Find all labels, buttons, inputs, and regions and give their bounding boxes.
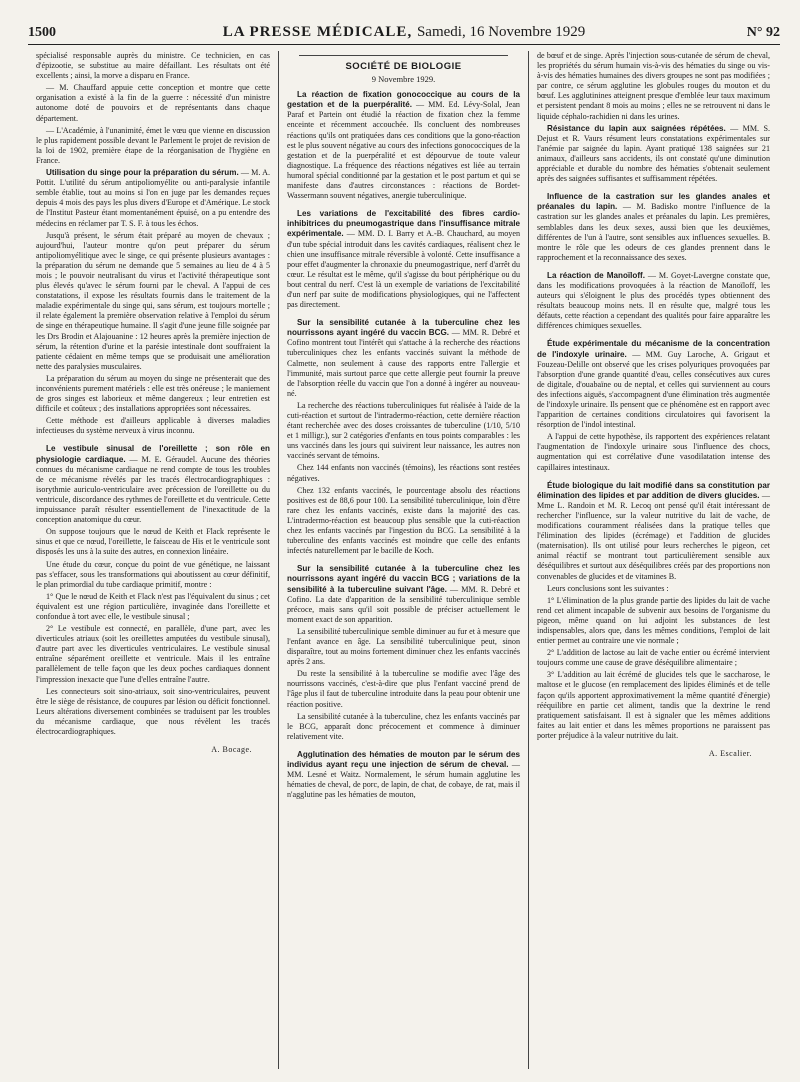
columns (28, 51, 780, 1069)
paragraph: La préparation du sérum au moyen du singe ne présenterait que des inconvénients purement matériels : elle est très onéreuse ; le maniement de gros singes est laborieux et même dangereux ; leur entretien est difficile et coûteux ; des installations appropriées sont nécessaires. (36, 373, 270, 414)
paragraph: — M. Chauffard appuie cette conception et montre que cette organisation a existé à la fin de la guerre : nécessité d'un ministre autonome doté de pouvoirs et de représentants dans chaque département. (36, 83, 270, 123)
article-heading: Influence de la castration sur les glandes anales et préanales du lapin. (537, 192, 770, 212)
paragraph: spécialisé responsable auprès du ministre. Ce technicien, en cas d'épizootie, se substitue au maire défaillant. Les résultats ont été excellents ; ainsi, la morve a disparu en France. (36, 51, 270, 81)
paragraph: 1° Que le nœud de Keith et Flack n'est pas l'équivalent du sinus ; cet équivalent est une région particulière, invaginée dans l'oreillette et confondue à tort avec elle, le vestibule sinusal ; (36, 591, 270, 621)
article-text: — MM. Ed. Lévy-Solal, Jean Paraf et Partein ont étudié la réaction de fixation chez la femme enceinte et récemment accouchée. Ils concluent des nombreuses réactions qu'ils ont pratiquées dans ces conditions que la gono-réaction est le plus souvent négative au cours des infections gonococciques de la gestation et de la puerpéralité et est dépourvue de toute valeur diagnostique. La fréquence des réactions négatives est liée au terrain humoral spécial conditionné par la gestation et le post partum et qui se manifeste dans d'autres circonstances : réactions de Bordet-Wassermann souvent négatives, anergie tuberculinique. (287, 100, 520, 201)
article-paragraph (537, 481, 770, 582)
paragraph: La sensibilité tuberculinique semble diminuer au fur et à mesure que l'enfant avance en âge. La sensibilité tuberculinique peut, sinon disparaître, tout au moins fortement diminuer chez les enfants vaccinés après 2 ans. (287, 626, 520, 667)
article-text: — MM. R. Debré et Cofino montrent tout l'intérêt qui s'attache à la recherche des réactions tuberculiniques chez les enfants vaccinés suivant la méthode de Calmette, non seulement à cause des rapports entre l'allergie et l'immunité, mais surtout parce que cette allergie peut fournir la preuve de l'absorption réelle du vaccin que l'on a donné à ingérer au nouveau-né. (287, 328, 520, 398)
article-paragraph (537, 124, 770, 185)
paragraph: Du reste la sensibilité à la tuberculine se modifie avec l'âge des nourrissons vaccinés, c'est-à-dire que plus l'enfant vacciné prend de l'âge plus il faut de tuberculine introduite dans la peau pour obtenir une réaction positive. (287, 669, 520, 709)
article-paragraph (36, 168, 270, 229)
divider (299, 55, 509, 56)
article-text: — MM. D. I. Barry et A.-B. Chauchard, au moyen d'un tube spécial introduit dans les cavités cardiaques, réalisent chez le chien une insuffisance mitrale réversible à volonté. Cette insuffisance a pour effet d'augmenter la chronaxie du pneumogastrique, nerf d'arrêt du cœur. Le résultat est le même, qu'il s'agisse du bout périphérique ou du bout central du nerf. C'est là un exemple de variations de l'excitabilité d'un nerf par suite de modifications physiologiques, qui ne l'affectent pas directement. (287, 229, 520, 310)
paragraph: — L'Académie, à l'unanimité, émet le vœu que vienne en discussion le plus rapidement possible devant le Parlement le projet de revision de la loi de 1902, première étape de la réorganisation de l'hygiène en France. (36, 125, 270, 165)
paragraph: On suppose toujours que le nœud de Keith et Flack représente le sinus et que ce nœud, l'oreillette, le faisceau de His et le ventricule sont disposés les uns à la suite des autres, en connexion linéaire. (36, 527, 270, 557)
paragraph: 1° L'élimination de la plus grande partie des lipides du lait de vache rend cet aliment incapable de subvenir aux besoins de l'organisme du pigeon, même quand on lui adjoint les substances de lest indispensables, alors que, dans les mêmes conditions, l'emploi de lait entier permet au contraire une vie normale ; (537, 595, 770, 646)
paragraph: 3° L'addition au lait écrémé de glucides tels que le saccharose, le maltose et le glucose (en remplacement des lipides éliminés et de telle façon qu'ils apportent approximativement la même quantité d'énergie) rééquilibre en partie cet aliment, tandis que la dextrine le rend pratiquement satisfaisant. Il est à signaler que les mêmes additions faites au lait entier et dans les mêmes proportions ne paraissent pas porter préjudice à la valeur nutritive du lait. (537, 670, 770, 740)
paragraph: 2° L'addition de lactose au lait de vache entier ou écrémé intervient toujours comme une cause de grave déséquilibre alimentaire ; (537, 648, 770, 668)
article-text: — Mme L. Randoin et M. R. Lecoq ont pensé qu'il était intéressant de rechercher l'influence, sur la valeur nutritive du lait de vache, de modifications couramment réalisées dans la pratique telles que l'élimination des lipides (écrémage) et l'addition de glucides (maternisation). Ils ont utilisé pour leurs recherches le pigeon, cet animal réactif se montrant tout particulièrement sensible aux déséquilibres et surtout aux déséquilibres créés par des proportions non convenables de glucides et de vitamines B. (537, 490, 770, 581)
article-agglutination (287, 750, 520, 800)
signature: A. Escalier. (708, 749, 752, 758)
article-manoiloff (537, 271, 770, 332)
article-paragraph (36, 444, 270, 525)
paragraph: Les connecteurs soit sino-atriaux, soit sino-ventriculaires, peuvent être le siège de résistance, de coupures par lésion ou déficit fonctionnel. Leurs altérations diversement combinées se traduisent par les troubles du mécanisme cardiaque, que nous révèlent les tracés électrocardiographiques. (36, 686, 270, 736)
issue-date: Samedi, 16 Novembre 1929 (416, 24, 586, 40)
paragraph: La recherche des réactions tuberculiniques fut réalisée à l'aide de la cuti-réaction et surtout de l'intradermo-réaction, cette dernière réaction étant recherchée avec des doses croissantes de tuberculine (1/10, 5/10 et 1 milligr.), sur 2 catégories d'enfants en tous points comparables : les uns vaccinés dans les jours qui suivirent leur naissance, les autres non vaccinés servant de témoins. (287, 400, 520, 461)
article-paragraph (287, 564, 520, 625)
article-heading: Utilisation du singe pour la préparation du sérum. (46, 168, 239, 178)
article-gonococcique (287, 90, 520, 201)
paragraph: Chez 132 enfants vaccinés, le pourcentage absolu des réactions positives est de 88,6 pour 100. La sensibilité tuberculinique, loin d'être rare chez les enfants vaccinés, existe dans la majorité des cas. L'intradermo-réaction est beaucoup plus sensible que la cuti-réaction chez les enfants vaccinés par l'ingestion du BCG. La sensibilité à la tuberculine des enfants vaccinés est moindre que celle des enfants infectés naturellement par le bacille de Koch. (287, 485, 520, 556)
article-indoxyle (537, 339, 770, 472)
article-lait-modifie (537, 481, 770, 741)
article-heading: Étude biologique du lait modifié dans sa constitution par élimination des lipides et par addition de divers glucides. (537, 480, 770, 500)
article-paragraph (537, 271, 770, 332)
article-paragraph (287, 750, 520, 800)
article-paragraph (287, 318, 520, 399)
column-right (528, 51, 778, 1069)
page-number: 1500 (28, 25, 56, 40)
article-text: — M. Badisko montre l'influence de la castration sur les glandes anales et préanales du lapin. Les premières, semblables dans les deux sexes, aussi bien que les deuxièmes, différentes de l'un à l'autre, sont sensibles aux influences sexuelles. B. montre le rôle que les odeurs de ces glandes prennent dans le rapprochement et la reconnaissance des sexes. (537, 202, 770, 262)
column-middle (278, 51, 528, 1069)
article-heading: Sur la sensibilité cutanée à la tuberculine chez les nourrissons ayant ingéré du vaccin BCG ; variations de la sensibilité à la tuberculine suivant l'âge. (287, 564, 520, 594)
paragraph: Cette méthode est d'ailleurs applicable à diverses maladies infectieuses du système nerveux à virus inconnu. (36, 416, 270, 436)
article-saignees (537, 124, 770, 185)
article-text: — M. E. Géraudel. Aucune des théories connues du mécanisme cardiaque ne rend compte de tous les troubles de ce mécanisme révélés par les tracés électrocardiographiques : isorythmie auriculo-ventriculaire avec précession de l'oreillette ou du ventricule, discordance des rythmes de l'oreillette et du ventricule. Cette impuissance paraît résulter essentiellement de l'inexactitude de la conception anatomique du cœur. (36, 454, 270, 525)
article-paragraph (537, 192, 770, 263)
page-header (28, 24, 780, 45)
article-paragraph (287, 90, 520, 201)
paragraph: Chez 144 enfants non vaccinés (témoins), les réactions sont restées négatives. (287, 463, 520, 483)
article-paragraph (537, 339, 770, 430)
article-tuberculine-age (287, 564, 520, 742)
article-heading: Le vestibule sinusal de l'oreillette ; son rôle en physiologie cardiaque. (36, 444, 270, 464)
article-text: — MM. R. Debré et Cofino. La date d'apparition de la sensibilité tuberculinique semble précoce, mais sans qu'il soit possible de préciser actuellement le moment exact de son apparition. (287, 584, 521, 624)
paragraph: 2° Le vestibule est connecté, en parallèle, d'une part, avec les diverticules atriaux (soit les oreillettes amputées du vestibule sinusal), d'autre part avec les diverticules ventriculaires. Le vestibule sinusal entraîne séparément oreillette et ventricule. Mais il les entraîne parallèlement de telle façon que les deux poches cardiaques donnent l'impression inexacte que l'une d'elles entraîne l'autre. (36, 624, 270, 684)
paragraph: de bœuf et de singe. Après l'injection sous-cutanée de sérum de cheval, les propriétés du sérum humain vis-à-vis des hématies du singe ou vis-à-vis des hématies humaines des divers groupes ne sont pas modifiées ; par contre, ce sérum agglutine les globules rouges du mouton et du bœuf. Les agglutinines atteignent presque d'emblée leur taux maximum et persistent pendant 8 mois au moins ; elles ne se retrouvent ni dans le liquide céphalo-rachidien ni dans les urines. (537, 51, 770, 121)
paragraph: La sensibilité cutanée à la tuberculine, chez les enfants vaccinés par le BCG, apparaît donc précocement et commence à diminuer relativement vite. (287, 711, 520, 741)
article-vestibule-sinusal (36, 444, 270, 737)
article-castration (537, 192, 770, 263)
article-text: — MM. Lesné et Waitz. Normalement, le sérum humain agglutine les hématies de cheval, de porc, de lapin, de chat, de cobaye, de rat, mais il n'agglutine pas les hématies de mouton, (287, 760, 520, 800)
paragraph: A l'appui de cette hypothèse, ils rapportent des expériences relatant l'augmentation de l'indoxyle urinaire sous l'influence des chocs, augmentation qui est corrélative d'une vasodilatation intense des capillaires intestinaux. (537, 432, 770, 472)
article-pneumogastrique (287, 209, 520, 310)
section-title: SOCIÉTÉ DE BIOLOGIE (345, 61, 462, 72)
article-heading: Résistance du lapin aux saignées répétées. (547, 123, 726, 133)
article-heading: La réaction de fixation gonococcique au cours de la gestation et de la puerpéralité. (287, 90, 520, 110)
article-heading: La réaction de Manoïloff. (547, 270, 645, 280)
journal-title (88, 24, 720, 41)
paragraph: Une étude du cœur, conçue du point de vue génétique, ne laissant pas s'effacer, sous les transformations qui aboutissent au cœur définitif, le plan primordial du tube cardiaque primitif, montre : (36, 559, 270, 589)
article-paragraph (287, 209, 520, 310)
paragraph: Jusqu'à présent, le sérum était préparé au moyen de chevaux ; aujourd'hui, l'auteur montre qu'on peut préparer du sérum antipoliomyélitique avec le singe, ce qui présente plusieurs avantages : la préparation du sérum ne demande que 5 semaines au lieu de 4 à 5 mois ; le pouvoir neutralisant du virus et l'activité thérapeutique sont plus élevés qu'avec le sérum fourni par le cheval. A l'appui de ces constatations, il expose les résultats fournis dans le traitement de la maladie expérimentale du singe qui, sans sérum, est toujours mortelle ; il relate également la première observation relative à l'emploi du sérum de singe en thérapeutique humaine. Il s'agit d'une jeune fille soignée par les Drs Brodin et Alajouanine : 12 heures après la première injection de sérum, la rétention d'urine et la parésie intestinale dont souffraient la patiente cédaient en même temps que se produisait une amélioration nette des paralysies musculaires. (36, 230, 270, 371)
article-heading: Étude expérimentale du mécanisme de la concentration de l'indoxyle urinaire. (537, 339, 770, 359)
section-date: 9 Novembre 1929. (371, 74, 436, 85)
article-text: — MM. S. Dejust et R. Vaurs résument leurs constatations expérimentales sur l'anémie par saignée du lapin. Ayant pratiqué 138 saignées sur 21 animaux, d'ailleurs sans accidents, ils ont constaté qu'une diminution appréciable et durable du nombre des hématies s'obtenait seulement après des saignées suffisantes et suffisamment répétées. (537, 123, 770, 184)
journal-name: LA PRESSE MÉDICALE, (222, 24, 413, 40)
article-serum-singe (36, 168, 270, 436)
article-text: — M. A. Pottit. L'utilité du sérum antipoliomyélite ou anti-paralysie infantile semble établie, tout au moins si l'on en juge par les demandes reçues depuis 4 mois des pays les plus divers d'Europe et d'Amérique. Le stock de l'Institut Pasteur étant momentanément épuisé, on a pu entendre des médecins en réclamer par T. S. F. à tous les échos. (36, 168, 270, 228)
article-tuberculine-bcg (287, 318, 520, 556)
article-heading: Les variations de l'excitabilité des fibres cardio-inhibitrices du pneumogastrique dans l'insuffisance mitrale expérimentale. (287, 209, 520, 239)
article-text: — M. Goyet-Lavergne constate que, dans les modifications provoquées à la réaction de Manoïloff, les auteurs qui s'éloignent le plus des procédés types obtiennent des résultats beaucoup moins nets. Il en résulte que, malgré tous les défauts, cette réaction a cependant des qualités pour faire apparaître les différences chimiques sexuelles. (537, 270, 770, 331)
paragraph: Leurs conclusions sont les suivantes : (547, 583, 669, 593)
issue-number: N° 92 (746, 25, 780, 40)
article-text: — MM. Guy Laroche, A. Grigaut et Fouzeau-Delille ont observé que les crises polyuriques provoquées par l'absorption d'une grande quantité d'eau, celles consécutives aux cures de digitale, d'ouabaïne ou de neptal, et celles qui surviennent au cours des infections aiguës, s'accompagnent d'une élimination très augmentée de l'indoxyle urinaire. Ils pensent que ce phénomène est en rapport avec l'apparition de certaines conditions circulatoires qui favorisent la résorption de l'indol intestinal. (537, 349, 770, 430)
article-heading: Sur la sensibilité cutanée à la tuberculine chez les nourrissons ayant ingéré du vaccin BCG. (287, 318, 520, 338)
signature: A. Bocage. (211, 745, 252, 755)
column-left (28, 51, 278, 1069)
article-heading: Agglutination des hématies de mouton par le sérum des individus ayant reçu une injection de sérum de cheval. (287, 749, 520, 769)
